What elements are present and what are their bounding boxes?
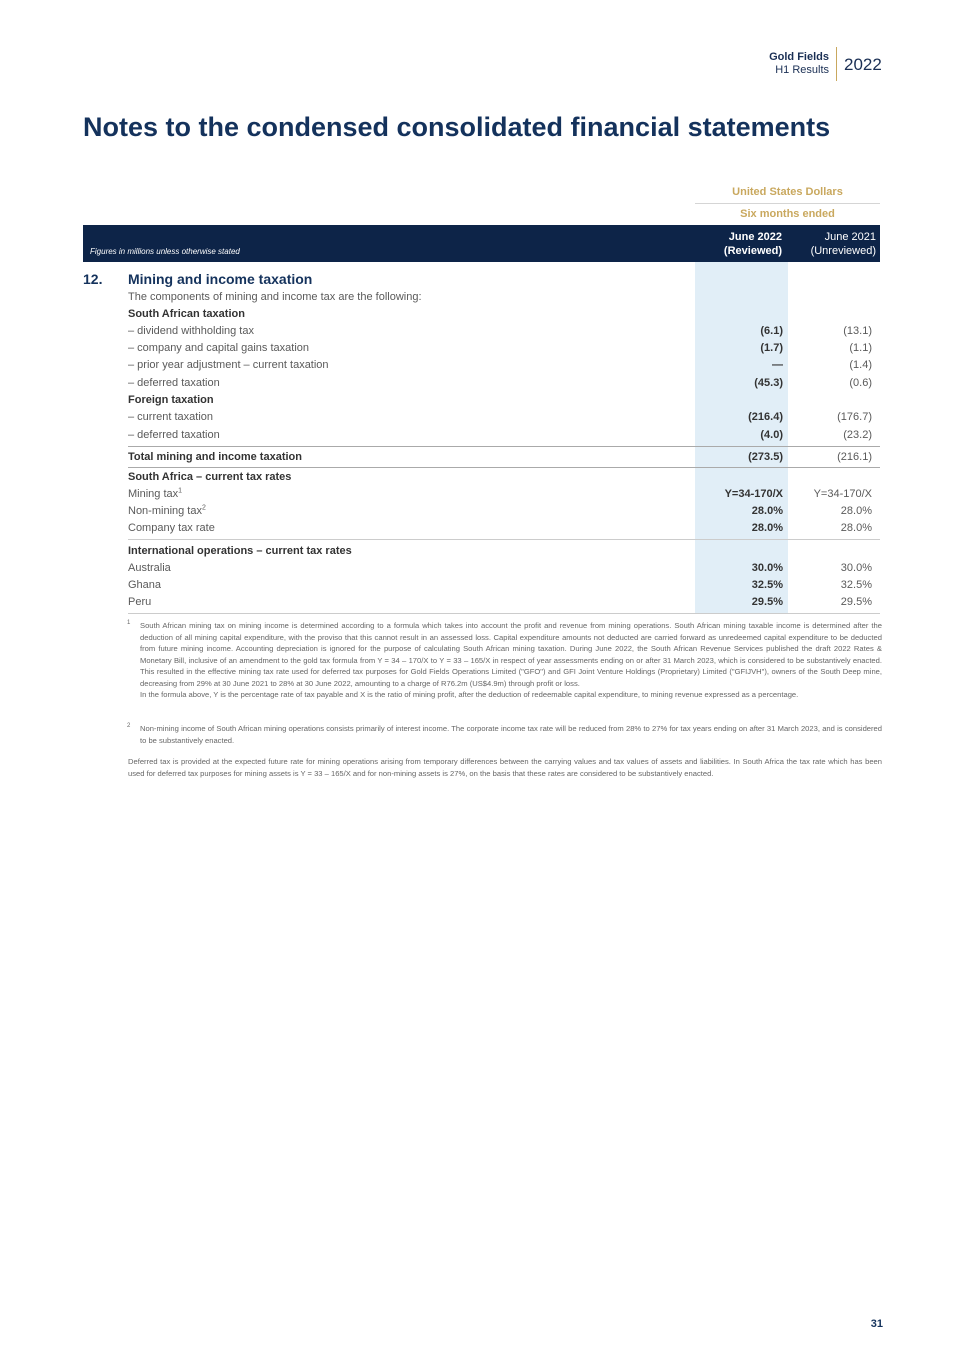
row-label: – deferred taxation <box>128 429 220 441</box>
brand-name: Gold Fields <box>769 51 829 63</box>
value-2021: (1.4) <box>849 359 872 371</box>
row-label: – deferred taxation <box>128 377 220 389</box>
section-title: Mining and income taxation <box>128 271 313 287</box>
value-2021: (0.6) <box>849 377 872 389</box>
header-divider <box>695 203 880 204</box>
column-heading-2021 <box>811 230 876 258</box>
row-label: Ghana <box>128 579 162 591</box>
row-label: Foreign taxation <box>128 394 214 406</box>
column-heading-2022-status: (Reviewed) <box>723 245 782 257</box>
row-label: South Africa – current tax rates <box>128 471 292 483</box>
value-2021: 29.5% <box>840 596 872 608</box>
row-label: – dividend withholding tax <box>128 325 254 337</box>
value-2021: 32.5% <box>840 579 872 591</box>
value-2021: Y=34-170/X <box>813 488 872 500</box>
footnote-text: Non-mining income of South African mining operations consists primarily of interest income. The corporate income tax rate will be reduced from 28% to 27% for tax years ending on after 31 March 2023, and is considered to be substantively enacted. <box>140 724 882 745</box>
value-2022: 28.0% <box>751 505 783 517</box>
period-heading: Six months ended <box>740 208 835 220</box>
brand-year: 2022 <box>844 55 882 74</box>
value-2021: (1.1) <box>849 342 872 354</box>
footnote-1 <box>128 620 882 701</box>
value-2022: — <box>772 359 783 371</box>
table-row <box>128 323 880 340</box>
table-row <box>128 427 880 444</box>
table-row <box>128 375 880 392</box>
row-label: – company and capital gains taxation <box>128 342 310 354</box>
value-2022: (6.1) <box>760 325 783 337</box>
table-header-band <box>83 225 880 262</box>
table-row <box>128 560 880 577</box>
table-bottom-divider <box>128 613 880 614</box>
column-heading-2021-status: (Unreviewed) <box>810 245 876 257</box>
table-row <box>128 577 880 594</box>
table-row <box>128 543 880 560</box>
footnote-text-continued: In the formula above, Y is the percentage rate of tax payable and X is the ratio of mining profit, after the deduction of redeemable capital expenditure, to mining revenue expressed as a percentage. <box>140 690 799 699</box>
value-2022: (273.5) <box>748 451 783 463</box>
table-row-total <box>128 449 880 466</box>
row-label: – prior year adjustment – current taxation <box>128 359 329 371</box>
value-2022: 28.0% <box>751 522 783 534</box>
footnote-marker: 2 <box>127 723 131 729</box>
value-2021: (13.1) <box>843 325 872 337</box>
row-label: Total mining and income taxation <box>128 451 302 463</box>
row-label <box>128 486 182 503</box>
column-heading-2022 <box>724 230 782 258</box>
row-label <box>128 503 206 520</box>
deferred-tax-text: Deferred tax is provided at the expected future rate for mining operations arising from temporary differences between the carrying values and tax values of assets and liabilities. In South Africa the tax rate which has been used for deferred tax purposes for mining assets is Y = 33 – 165/X and for non-mining assets is 27%, on the basis that these rates are considered to be substantively enacted. <box>128 757 882 778</box>
table-row <box>128 469 880 486</box>
column-heading-2021-date: June 2021 <box>824 231 876 243</box>
brand-divider <box>836 47 837 81</box>
value-2021: (23.2) <box>843 429 872 441</box>
value-2022: (4.0) <box>760 429 783 441</box>
value-2021: (216.1) <box>837 451 872 463</box>
table-row <box>128 520 880 537</box>
footnote-text: South African mining tax on mining income is determined according to a formula which takes into account the profit and revenue from mining operations. South African mining taxable income is determined after the deduction of all mining capital expenditure, with the proviso that this cannot result in an assessed loss. Capital expenditure amounts not deducted are carried forward as unredeemed capital expenditure to be deducted from future mining income. Accounting depreciation is ignored for the purpose of calculating South African mining taxation. During June 2022, the South African Revenue Services published the draft 2022 Rates & Monetary Bill, inclusive of an amendment to the gold tax formula from Y = 34 – 170/X to Y = 33 – 165/X in respect of year assessments ending on or after 31 March 2023, which is considered to be substantively enacted. This resulted in the effective mining tax rate used for deferred tax purposes for Gold Fields Operations Limited ("GFO") and GFI Joint Venture Holdings (Proprietary) Limited ("GFIJVH"), owners of the South Deep mine, decreasing from 29% at 30 June 2021 to 28% at 30 June 2022, amounting to a charge of R76.2m (US$4.9m) through profit or loss. <box>140 621 882 688</box>
total-divider-top <box>128 446 880 447</box>
table-row <box>128 357 880 374</box>
value-2022: (216.4) <box>748 411 783 423</box>
table-row <box>128 392 880 409</box>
row-label: Australia <box>128 562 171 574</box>
value-2022: 30.0% <box>751 562 783 574</box>
row-label: – current taxation <box>128 411 213 423</box>
deferred-tax-note <box>128 756 882 779</box>
table-row <box>128 409 880 426</box>
value-2021: 28.0% <box>840 522 872 534</box>
value-2022: (45.3) <box>754 377 783 389</box>
brand-block <box>769 51 829 77</box>
row-label-text: Mining tax <box>128 488 179 500</box>
row-label: International operations – current tax rates <box>128 545 352 557</box>
table-row <box>128 340 880 357</box>
column-heading-2022-date: June 2022 <box>728 231 782 243</box>
value-2021: (176.7) <box>837 411 872 423</box>
figures-note: Figures in millions unless otherwise stated <box>90 247 240 256</box>
page-number: 31 <box>870 1318 883 1330</box>
row-label: Company tax rate <box>128 522 215 534</box>
table-row <box>128 289 880 306</box>
row-label: South African taxation <box>128 308 245 320</box>
value-2022: (1.7) <box>760 342 783 354</box>
currency-heading: United States Dollars <box>732 186 843 198</box>
total-divider-bottom <box>128 467 880 468</box>
footnote-2 <box>128 723 882 746</box>
row-label: The components of mining and income tax are the following: <box>128 291 422 303</box>
value-2021: 30.0% <box>840 562 872 574</box>
table-row <box>128 486 880 503</box>
footnote-ref: 1 <box>178 487 183 495</box>
value-2022: Y=34-170/X <box>724 488 783 500</box>
table-row <box>128 594 880 611</box>
section-number: 12. <box>83 271 103 287</box>
row-label: Peru <box>128 596 152 608</box>
value-2021: 28.0% <box>840 505 872 517</box>
section-divider <box>128 539 880 540</box>
table-row <box>128 306 880 323</box>
row-label-text: Non-mining tax <box>128 505 202 517</box>
footnote-ref: 2 <box>201 504 206 512</box>
value-2022: 29.5% <box>751 596 783 608</box>
value-2022: 32.5% <box>751 579 783 591</box>
footnote-marker: 1 <box>127 620 131 626</box>
table-row <box>128 503 880 520</box>
brand-subtitle: H1 Results <box>775 64 829 76</box>
page-title: Notes to the condensed consolidated financial statements <box>83 112 831 142</box>
